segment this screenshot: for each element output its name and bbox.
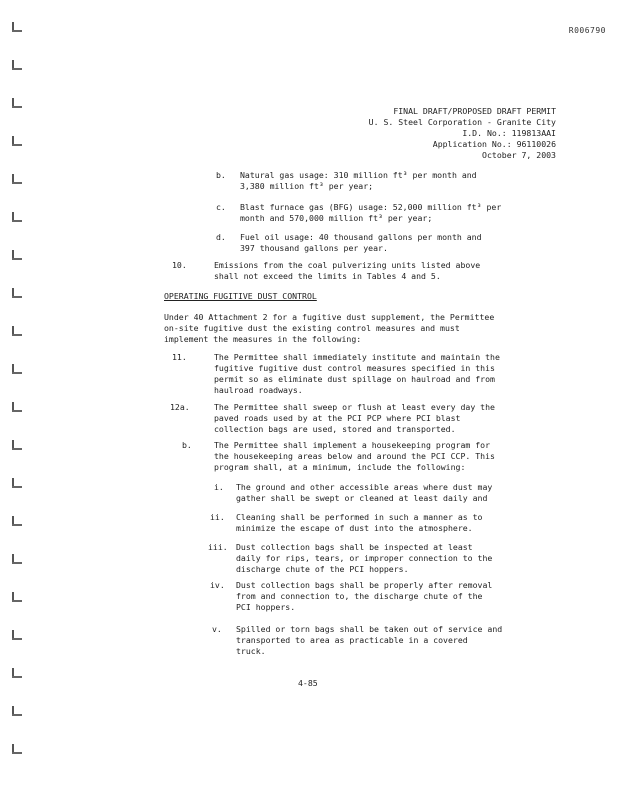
header-line: FINAL DRAFT/PROPOSED DRAFT PERMIT — [393, 106, 556, 116]
item-text: collection bags are used, stored and transported. — [214, 424, 456, 434]
binding-mark — [10, 668, 22, 678]
item-text: The ground and other accessible areas where dust may — [236, 482, 493, 492]
binding-mark — [10, 174, 22, 184]
header-line: October 7, 2003 — [482, 150, 556, 160]
binding-mark — [10, 440, 22, 450]
item-text: truck. — [236, 646, 266, 656]
binding-mark — [10, 212, 22, 222]
item-text: Emissions from the coal pulverizing units listed above — [214, 260, 481, 270]
item-label: i. — [214, 482, 224, 492]
binding-mark — [10, 478, 22, 488]
item-label: 12a. — [170, 402, 190, 412]
section-title: OPERATING FUGITIVE DUST CONTROL — [164, 291, 317, 301]
item-label: iv. — [210, 580, 225, 590]
item-label: 10. — [172, 260, 187, 270]
binding-edge — [4, 10, 26, 790]
item-text: from and connection to, the discharge chute of the — [236, 591, 483, 601]
binding-mark — [10, 288, 22, 298]
item-text: PCI hoppers. — [236, 602, 296, 612]
item-label: iii. — [208, 542, 228, 552]
page-number: 4-85 — [298, 678, 318, 688]
item-text: month and 570,000 million ft³ per year; — [240, 213, 433, 223]
item-label: d. — [216, 232, 226, 242]
item-text: the housekeeping areas below and around the PCI CCP. This — [214, 451, 495, 461]
item-text: Natural gas usage: 310 million ft³ per month and — [240, 170, 477, 180]
item-text: program shall, at a minimum, include the following: — [214, 462, 466, 472]
item-text: Dust collection bags shall be inspected at least — [236, 542, 473, 552]
item-text: Blast furnace gas (BFG) usage: 52,000 million ft³ per — [240, 202, 502, 212]
item-text: discharge chute of the PCI hoppers. — [236, 564, 409, 574]
item-text: gather shall be swept or cleaned at least daily and — [236, 493, 488, 503]
item-label: v. — [212, 624, 222, 634]
item-text: Spilled or torn bags shall be taken out of service and — [236, 624, 503, 634]
item-text: 397 thousand gallons per year. — [240, 243, 388, 253]
item-text: 3,380 million ft³ per year; — [240, 181, 374, 191]
item-text: The Permittee shall immediately institute and maintain the — [214, 352, 500, 362]
permit-header — [330, 106, 556, 161]
binding-mark — [10, 402, 22, 412]
item-label: ii. — [210, 512, 225, 522]
section-intro — [164, 312, 494, 345]
item-label: c. — [216, 202, 226, 212]
item-text: The Permittee shall implement a housekeeping program for — [214, 440, 491, 450]
binding-mark — [10, 516, 22, 526]
item-label: 11. — [172, 352, 187, 362]
item-text: haulroad roadways. — [214, 385, 303, 395]
binding-mark — [10, 326, 22, 336]
item-text: Dust collection bags shall be properly after removal — [236, 580, 493, 590]
item-text: transported to area as practicable in a covered — [236, 635, 468, 645]
item-text: fugitive fugitive dust control measures specified in this — [214, 363, 495, 373]
binding-mark — [10, 706, 22, 716]
binding-mark — [10, 554, 22, 564]
intro-line: implement the measures in the following: — [164, 334, 362, 344]
header-line: I.D. No.: 119813AAI — [462, 128, 556, 138]
item-text: minimize the escape of dust into the atmosphere. — [236, 523, 473, 533]
header-line: Application No.: 96110026 — [432, 139, 556, 149]
intro-line: Under 40 Attachment 2 for a fugitive dust supplement, the Permittee — [164, 312, 495, 322]
binding-mark — [10, 22, 22, 32]
binding-mark — [10, 364, 22, 374]
item-text: permit so as eliminate dust spillage on haulroad and from — [214, 374, 495, 384]
document-id: R006790 — [568, 26, 606, 35]
binding-mark — [10, 630, 22, 640]
item-text: daily for rips, tears, or improper connection to the — [236, 553, 493, 563]
item-text: The Permittee shall sweep or flush at least every day the — [214, 402, 495, 412]
binding-mark — [10, 136, 22, 146]
item-text: paved roads used by at the PCI PCP where PCI blast — [214, 413, 461, 423]
item-text: shall not exceed the limits in Tables 4 and 5. — [214, 271, 441, 281]
binding-mark — [10, 592, 22, 602]
intro-line: on-site fugitive dust the existing control measures and must — [164, 323, 460, 333]
binding-mark — [10, 60, 22, 70]
binding-mark — [10, 98, 22, 108]
binding-mark — [10, 250, 22, 260]
item-label: b. — [216, 170, 226, 180]
binding-mark — [10, 744, 22, 754]
item-text: Cleaning shall be performed in such a manner as to — [236, 512, 483, 522]
header-line: U. S. Steel Corporation - Granite City — [368, 117, 556, 127]
item-label: b. — [182, 440, 192, 450]
item-text: Fuel oil usage: 40 thousand gallons per month and — [240, 232, 482, 242]
